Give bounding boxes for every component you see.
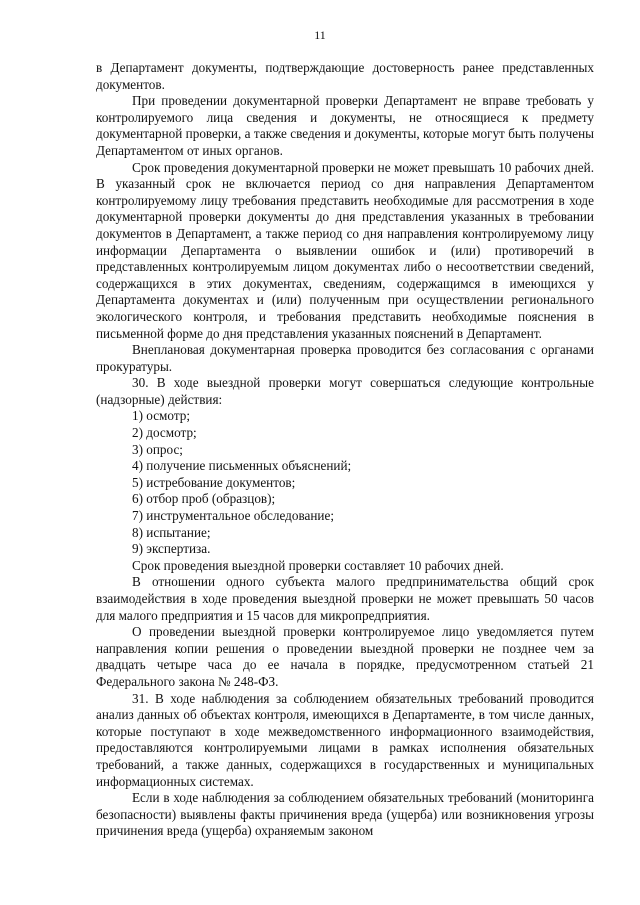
paragraph-unscheduled-check: Внеплановая документарная проверка проводится без согласования с органами прокуратуры. — [96, 342, 594, 374]
paragraph-documents-confirmation: в Департамент документы, подтверждающие достоверность ранее представленных документов. — [96, 60, 594, 92]
list-item: 6) отбор проб (образцов); — [132, 491, 276, 507]
list-item: 4) получение письменных объяснений; — [132, 458, 352, 474]
paragraph-documentary-check-restrictions: При проведении документарной проверки Департамент не вправе требовать у контролируемого лица сведения и документы, не относящиеся к предмету документарной проверки, а также сведения и документы, которые могут быть получены Департаментом от иных органов. — [96, 93, 594, 158]
paragraph-monitoring-violations: Если в ходе наблюдения за соблюдением обязательных требований (мониторинга безопасности) выявлены факты причинения вреда (ущерба) или возникновения угрозы причинения вреда (ущерба) охраняемым законом — [96, 790, 594, 839]
list-item: 9) экспертиза. — [132, 541, 211, 557]
document-body — [96, 60, 594, 840]
list-item: 7) инструментальное обследование; — [132, 508, 334, 524]
paragraph-field-check-actions: 30. В ходе выездной проверки могут совершаться следующие контрольные (надзорные) действия: — [96, 375, 594, 407]
list-item: 2) досмотр; — [132, 425, 197, 441]
list-item: 5) истребование документов; — [132, 474, 296, 490]
paragraph-monitoring-analysis: 31. В ходе наблюдения за соблюдением обязательных требований проводится анализ данных об объектах контроля, имеющихся в Департаменте, в том числе данных, которые поступают в ходе межведомственного информационного взаимодействия, предоставляются контролируемыми лицами в рамках исполнения обязательных требований, а также данных, содержащихся в государственных и муниципальных информационных системах. — [96, 690, 594, 789]
list-item: 3) опрос; — [132, 441, 183, 457]
list-item: 8) испытание; — [132, 524, 211, 540]
actions-list — [96, 408, 594, 557]
list-item: 1) осмотр; — [132, 408, 191, 424]
page-number: 11 — [314, 28, 326, 42]
paragraph-field-check-notification: О проведении выездной проверки контролируемое лицо уведомляется путем направления копии решения о проведении выездной проверки не позднее чем за двадцать четыре часа до ее начала в порядке, предусмотренном статьей 21 Федерального закона № 248-ФЗ. — [96, 624, 594, 689]
paragraph-field-check-term: Срок проведения выездной проверки составляет 10 рабочих дней. — [132, 557, 504, 573]
paragraph-documentary-check-term: Срок проведения документарной проверки не может превышать 10 рабочих дней. В указанный срок не включается период со дня направления Департаментом контролируемому лицу требования представить необходимые для рассмотрения в ходе документарной проверки документы до дня представления указанных в требовании документов в Департамент, а также период со дня направления контролируемому лицу информации Департамента о выявлении ошибок и (или) противоречий в представленных контролируемым лицом документах либо о несоответствии сведений, содержащихся в этих документах, сведениям, содержащимся в имеющихся у Департамента документах и (или) полученным при осуществлении регионального экологического контроля, и требования представить необходимые пояснения в письменной форме до дня представления указанных пояснений в Департамент. — [96, 159, 594, 341]
paragraph-small-business-term: В отношении одного субъекта малого предпринимательства общий срок взаимодействия в ходе проведения выездной проверки не может превышать 50 часов для малого предприятия и 15 часов для микропредприятия. — [96, 574, 594, 623]
